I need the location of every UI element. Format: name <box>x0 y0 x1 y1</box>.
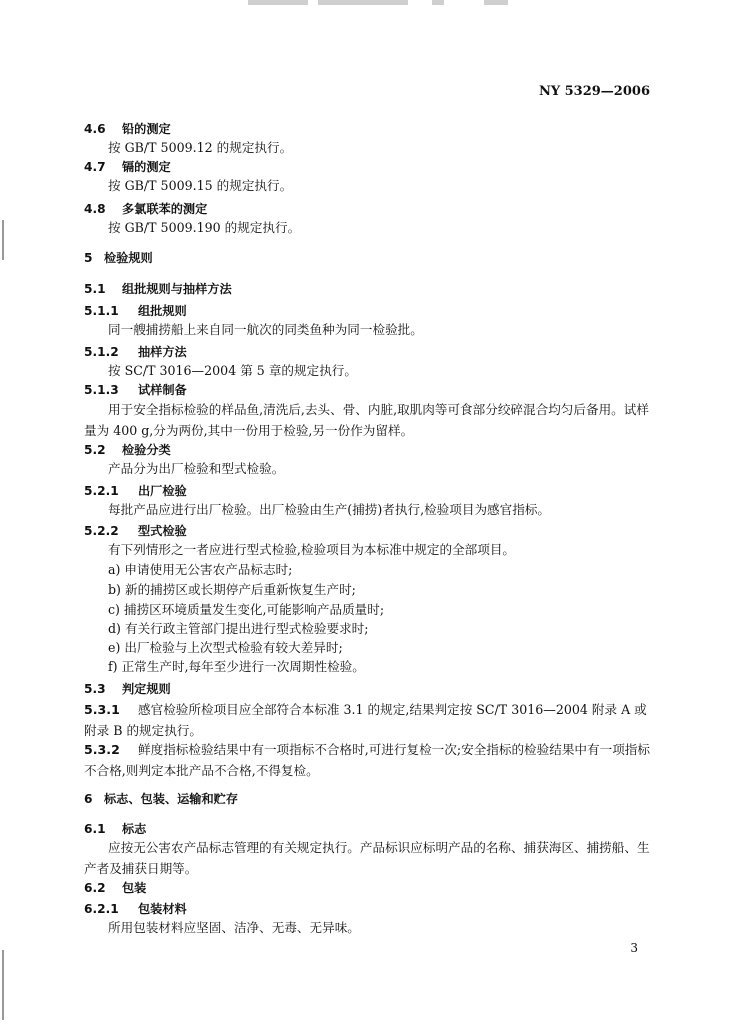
chapter-heading-6 <box>84 790 654 809</box>
chapter-title: 检验规则 <box>104 251 153 265</box>
paragraph: 用于安全指标检验的样品鱼,清洗后,去头、骨、内脏,取肌肉等可食部分绞碎混合均匀后备用。试样量为 400 g,分为两份,其中一份用于检验,另一份作为留样。 <box>84 402 649 438</box>
section-heading-5-3 <box>84 680 654 699</box>
section-number: 4.7 <box>84 160 106 174</box>
paragraph: 同一艘捕捞船上来自同一航次的同类鱼种为同一检验批。 <box>108 322 423 337</box>
clause-5-3-2 <box>84 739 656 781</box>
section-title: 包装 <box>122 881 147 895</box>
paragraph: 产品分为出厂检验和型式检验。 <box>108 461 285 476</box>
section-heading-5-1-2 <box>84 343 654 362</box>
section-title: 试样制备 <box>138 383 187 397</box>
section-heading-4-8 <box>84 200 654 219</box>
section-title: 多氯联苯的测定 <box>122 202 208 216</box>
section-number: 4.8 <box>84 202 106 216</box>
section-number: 5.1.3 <box>84 383 119 397</box>
clause-number: 5.3.2 <box>84 742 120 757</box>
section-title: 判定规则 <box>122 682 171 696</box>
chapter-number: 6 <box>84 792 93 806</box>
clause-text: 鲜度指标检验结果中有一项指标不合格时,可进行复检一次;安全指标的检验结果中有一项指标不合格,则判定本批产品不合格,不得复检。 <box>84 742 650 778</box>
clause-text: 感官检验所检项目应全部符合本标准 3.1 的规定,结果判定按 SC/T 3016—2004 附录 A 或附录 B 的规定执行。 <box>84 702 647 738</box>
paragraph: 按 GB/T 5009.15 的规定执行。 <box>108 178 293 193</box>
chapter-title: 标志、包装、运输和贮存 <box>104 792 239 806</box>
section-title: 包装材料 <box>138 902 187 916</box>
paragraph: 按 GB/T 5009.190 的规定执行。 <box>108 220 301 235</box>
section-heading-4-6 <box>84 120 654 139</box>
scan-top-rule <box>248 0 308 5</box>
paragraph: 有下列情形之一者应进行型式检验,检验项目为本标准中规定的全部项目。 <box>108 542 516 557</box>
list-item: a) 申请使用无公害农产品标志时; <box>108 562 293 577</box>
list-item: e) 出厂检验与上次型式检验有较大差异时; <box>108 640 343 655</box>
section-heading-5-2 <box>84 441 654 460</box>
page-number: 3 <box>630 941 638 955</box>
section-title: 组批规则 <box>138 304 187 318</box>
paragraph: 按 GB/T 5009.12 的规定执行。 <box>108 140 293 155</box>
list-item: d) 有关行政主管部门提出进行型式检验要求时; <box>108 621 369 636</box>
section-number: 5.3 <box>84 682 106 696</box>
section-heading-6-2-1 <box>84 900 654 919</box>
section-title: 标志 <box>122 822 147 836</box>
paragraph: 所用包装材料应坚固、洁净、无毒、无异味。 <box>108 920 360 935</box>
section-number: 6.2.1 <box>84 902 119 916</box>
section-title: 型式检验 <box>138 524 187 538</box>
paragraph: 按 SC/T 3016—2004 第 5 章的规定执行。 <box>108 363 357 378</box>
scan-edge-mark <box>2 220 4 260</box>
section-heading-5-1 <box>84 280 654 299</box>
section-heading-5-2-2 <box>84 522 654 541</box>
section-number: 5.1.1 <box>84 304 119 318</box>
section-number: 6.2 <box>84 881 106 895</box>
section-title: 镉的测定 <box>122 160 171 174</box>
section-heading-5-1-1 <box>84 302 654 321</box>
list-item: f) 正常生产时,每年至少进行一次周期性检验。 <box>108 659 365 674</box>
paragraph: 每批产品应进行出厂检验。出厂检验由生产(捕捞)者执行,检验项目为感官指标。 <box>108 502 551 517</box>
section-number: 4.6 <box>84 122 106 136</box>
clause-5-3-1 <box>84 699 656 741</box>
paragraph: 应按无公害农产品标志管理的有关规定执行。产品标识应标明产品的名称、捕获海区、捕捞船、生产者及捕获日期等。 <box>84 840 650 876</box>
section-heading-4-7 <box>84 158 654 177</box>
clause-number: 5.3.1 <box>84 702 120 717</box>
section-number: 5.2.2 <box>84 524 119 538</box>
scan-top-rule <box>432 0 444 5</box>
chapter-heading-5 <box>84 249 654 268</box>
section-heading-5-1-3 <box>84 381 654 400</box>
section-title: 检验分类 <box>122 443 171 457</box>
scan-top-rule <box>318 0 408 5</box>
section-title: 抽样方法 <box>138 345 187 359</box>
section-heading-5-2-1 <box>84 482 654 501</box>
scan-top-rule <box>484 0 508 5</box>
section-number: 5.2 <box>84 443 106 457</box>
list-item: b) 新的捕捞区或长期停产后重新恢复生产时; <box>108 582 356 597</box>
section-number: 5.1 <box>84 282 106 296</box>
section-number: 5.1.2 <box>84 345 119 359</box>
section-title: 铅的测定 <box>122 122 171 136</box>
standard-code: NY 5329—2006 <box>538 84 650 99</box>
section-number: 5.2.1 <box>84 484 119 498</box>
section-number: 6.1 <box>84 822 106 836</box>
list-item: c) 捕捞区环境质量发生变化,可能影响产品质量时; <box>108 602 385 617</box>
section-title: 出厂检验 <box>138 484 187 498</box>
scan-edge-mark <box>2 950 4 1020</box>
section-heading-6-2 <box>84 879 654 898</box>
section-title: 组批规则与抽样方法 <box>122 282 232 296</box>
chapter-number: 5 <box>84 251 93 265</box>
